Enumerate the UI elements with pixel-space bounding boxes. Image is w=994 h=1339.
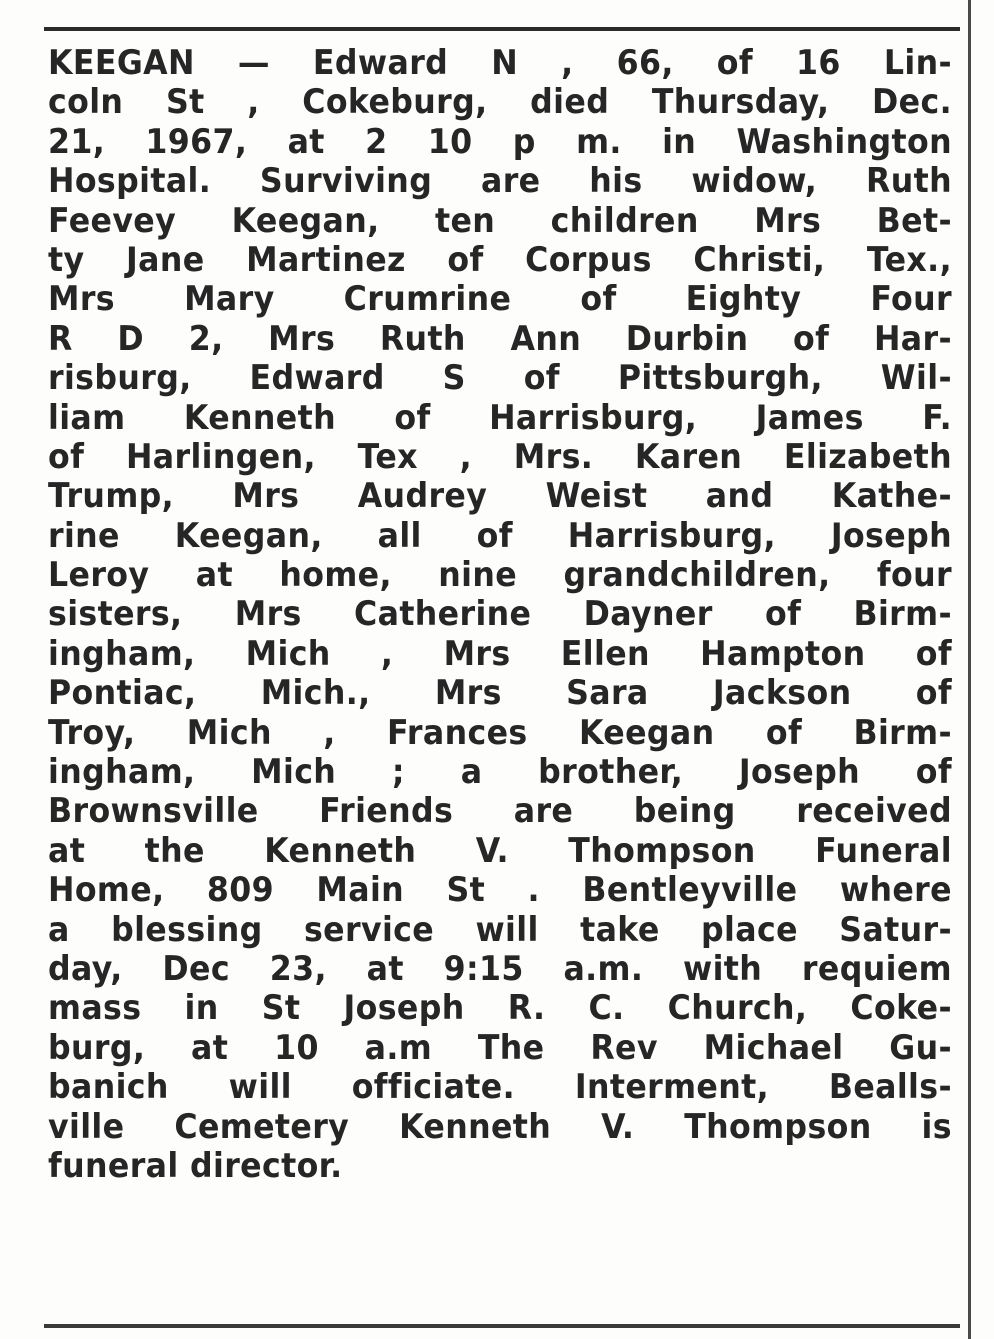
top-rule — [44, 27, 960, 31]
obituary-line: ingham, Mich , Mrs Ellen Hampton of — [48, 633, 952, 674]
obituary-line: risburg, Edward S of Pittsburgh, Wil- — [48, 358, 952, 399]
obituary-line: liam Kenneth of Harrisburg, James F. — [48, 397, 952, 438]
obituary-line: R D 2, Mrs Ruth Ann Durbin of Har- — [48, 318, 952, 359]
obituary-line: banich will officiate. Interment, Bealls- — [48, 1067, 952, 1108]
obituary-line: Trump, Mrs Audrey Weist and Kathe- — [48, 476, 952, 517]
obituary-line: Brownsville Friends are being received — [48, 791, 952, 832]
obituary-line: funeral director. — [48, 1145, 343, 1186]
obituary-line: Mrs Mary Crumrine of Eighty Four — [48, 279, 952, 320]
obituary-line: mass in St Joseph R. C. Church, Coke- — [48, 988, 952, 1029]
obituary-line: Feevey Keegan, ten children Mrs Bet- — [48, 200, 952, 241]
obituary-line: of Harlingen, Tex , Mrs. Karen Elizabeth — [48, 436, 952, 477]
obituary-line: coln St , Cokeburg, died Thursday, Dec. — [48, 82, 952, 123]
obituary-line: rine Keegan, all of Harrisburg, Joseph — [48, 515, 952, 556]
obituary-line: ingham, Mich ; a brother, Joseph of — [48, 752, 952, 793]
obituary-line: day, Dec 23, at 9:15 a.m. with requiem — [48, 948, 952, 989]
obituary-line: Pontiac, Mich., Mrs Sara Jackson of — [48, 673, 952, 714]
obituary-text — [48, 44, 952, 1186]
obituary-line: Hospital. Surviving are his widow, Ruth — [48, 161, 952, 202]
obituary-line: a blessing service will take place Satur- — [48, 909, 952, 950]
obituary-line: ville Cemetery Kenneth V. Thompson is — [48, 1106, 952, 1147]
obituary-line: ty Jane Martinez of Corpus Christi, Tex., — [48, 239, 952, 280]
column-divider — [968, 0, 971, 1339]
bottom-rule — [44, 1324, 960, 1328]
obituary-line: 21, 1967, at 2 10 p m. in Washington — [48, 121, 952, 162]
obituary-line: Home, 809 Main St . Bentleyville where — [48, 870, 952, 911]
obituary-line: Troy, Mich , Frances Keegan of Birm- — [48, 712, 952, 753]
obituary-line: at the Kenneth V. Thompson Funeral — [48, 830, 952, 871]
obituary-line: burg, at 10 a.m The Rev Michael Gu- — [48, 1027, 952, 1068]
obituary-line: KEEGAN — Edward N , 66, of 16 Lin- — [48, 43, 952, 83]
obituary-line: sisters, Mrs Catherine Dayner of Birm- — [48, 594, 952, 635]
obituary-line: Leroy at home, nine grandchildren, four — [48, 555, 952, 596]
